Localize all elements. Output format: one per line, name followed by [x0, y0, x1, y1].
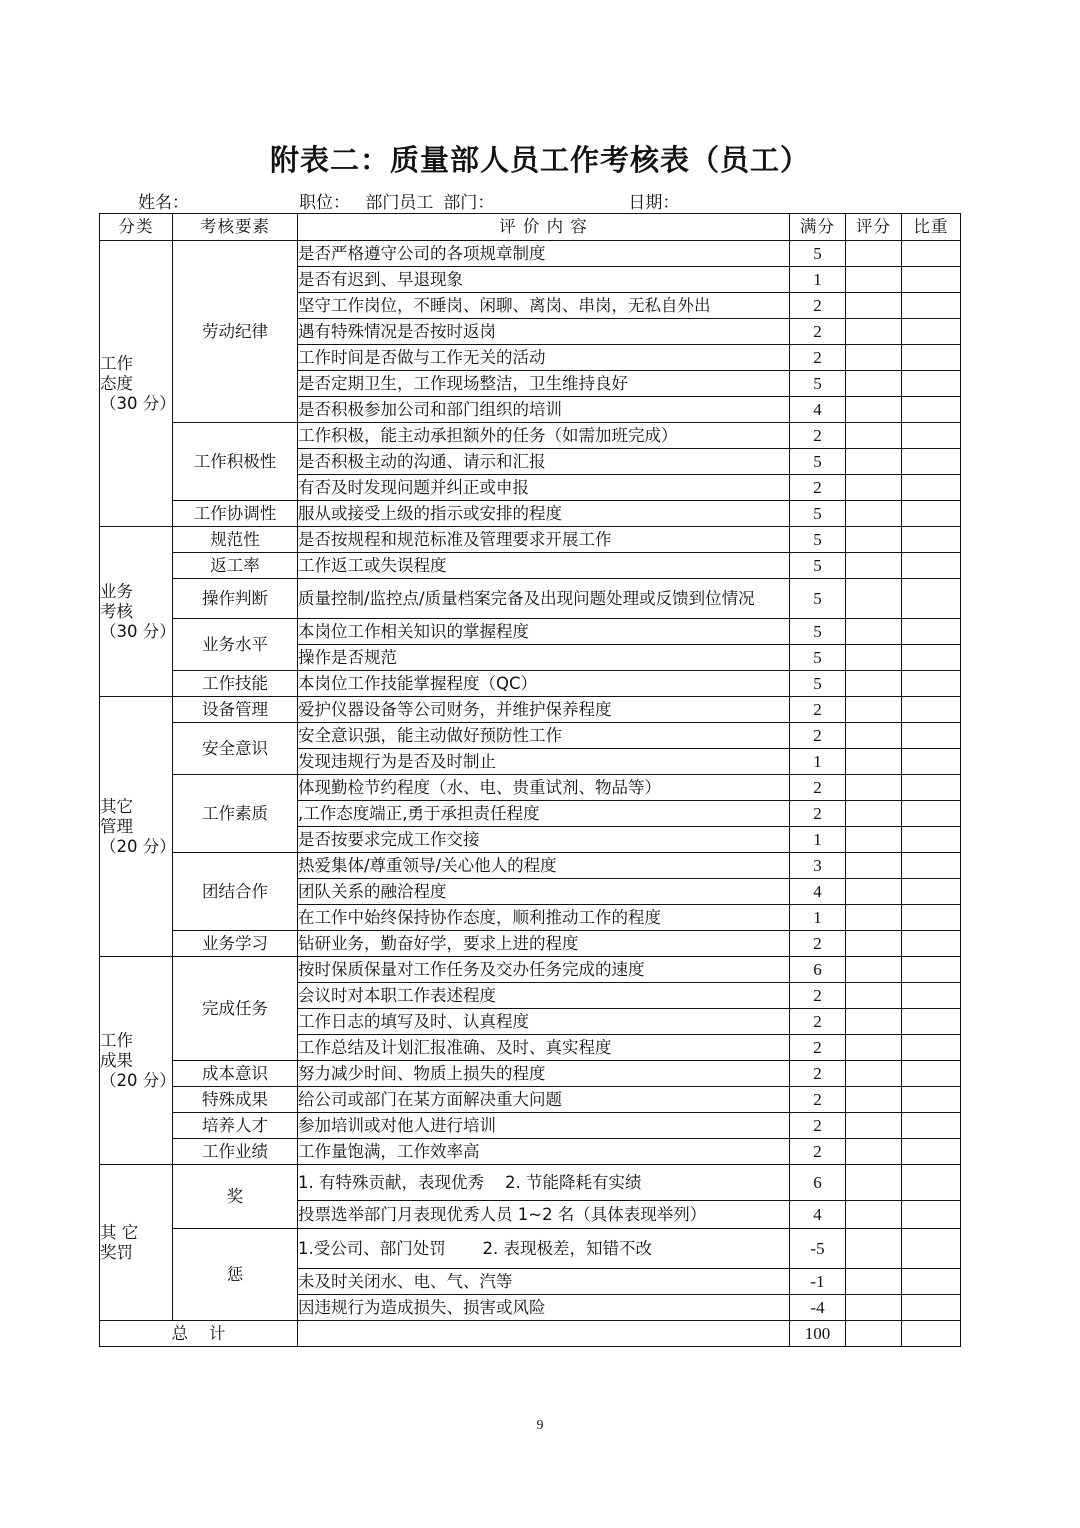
rating-cell[interactable]	[846, 853, 902, 879]
table-row	[100, 723, 961, 749]
score-cell: 2	[790, 1035, 846, 1061]
score-cell: 1	[790, 267, 846, 293]
weight-cell[interactable]	[902, 319, 961, 345]
element-cell: 工作积极性	[173, 423, 298, 501]
element-cell: 成本意识	[173, 1061, 298, 1087]
weight-cell[interactable]	[902, 1061, 961, 1087]
table-row	[100, 579, 961, 619]
content-cell: 因违规行为造成损失、损害或风险	[298, 1295, 790, 1321]
element-cell: 工作技能	[173, 671, 298, 697]
weight-cell[interactable]	[902, 619, 961, 645]
weight-cell[interactable]	[902, 1035, 961, 1061]
element-cell: 完成任务	[173, 957, 298, 1061]
rating-cell[interactable]	[846, 1061, 902, 1087]
content-cell: 是否积极主动的沟通、请示和汇报	[298, 449, 790, 475]
total-content-cell	[298, 1321, 790, 1347]
rating-cell[interactable]	[846, 801, 902, 827]
weight-cell[interactable]	[902, 423, 961, 449]
rating-cell[interactable]	[846, 579, 902, 619]
total-score: 100	[790, 1321, 846, 1347]
weight-cell[interactable]	[902, 1201, 961, 1229]
rating-cell[interactable]	[846, 423, 902, 449]
element-cell: 团结合作	[173, 853, 298, 931]
element-cell: 特殊成果	[173, 1087, 298, 1113]
content-cell: 工作总结及计划汇报准确、及时、真实程度	[298, 1035, 790, 1061]
weight-cell[interactable]	[902, 1165, 961, 1201]
page-title: 附表二：质量部人员工作考核表（员工）	[269, 143, 810, 177]
content-cell: 钻研业务，勤奋好学，要求上进的程度	[298, 931, 790, 957]
weight-cell[interactable]	[902, 827, 961, 853]
table-row	[100, 1087, 961, 1113]
content-cell: 工作量饱满，工作效率高	[298, 1139, 790, 1165]
weight-cell[interactable]	[902, 397, 961, 423]
table-row	[100, 1229, 961, 1269]
info-line	[138, 188, 813, 214]
header-content: 评 价 内 容	[298, 214, 790, 241]
content-cell: 工作时间是否做与工作无关的活动	[298, 345, 790, 371]
weight-cell[interactable]	[902, 1229, 961, 1269]
rating-cell[interactable]	[846, 645, 902, 671]
element-cell: 设备管理	[173, 697, 298, 723]
weight-cell[interactable]	[902, 553, 961, 579]
header-weight: 比重	[902, 214, 961, 241]
score-cell: 5	[790, 501, 846, 527]
score-cell: 5	[790, 619, 846, 645]
rating-cell[interactable]	[846, 371, 902, 397]
content-cell: 爱护仪器设备等公司财务，并维护保养程度	[298, 697, 790, 723]
header-element: 考核要素	[173, 214, 298, 241]
weight-cell[interactable]	[902, 449, 961, 475]
score-cell: 6	[790, 1165, 846, 1201]
weight-cell[interactable]	[902, 1139, 961, 1165]
score-cell: 2	[790, 345, 846, 371]
table-row	[100, 553, 961, 579]
table-row	[100, 1113, 961, 1139]
table-row	[100, 501, 961, 527]
score-cell: 5	[790, 449, 846, 475]
table-row	[100, 1061, 961, 1087]
content-cell: 未及时关闭水、电、气、汽等	[298, 1269, 790, 1295]
assessment-table	[99, 213, 961, 1347]
score-cell: 4	[790, 397, 846, 423]
content-cell: 工作日志的填写及时、认真程度	[298, 1009, 790, 1035]
rating-cell[interactable]	[846, 749, 902, 775]
weight-cell[interactable]	[902, 371, 961, 397]
rating-cell[interactable]	[846, 619, 902, 645]
rating-cell[interactable]	[846, 475, 902, 501]
rating-cell[interactable]	[846, 1035, 902, 1061]
score-cell: 2	[790, 697, 846, 723]
weight-cell[interactable]	[902, 1269, 961, 1295]
score-cell: 2	[790, 723, 846, 749]
category-cell: 其 它 奖罚	[100, 1165, 173, 1321]
rating-cell[interactable]	[846, 723, 902, 749]
weight-cell[interactable]	[902, 723, 961, 749]
rating-cell[interactable]	[846, 293, 902, 319]
content-cell: 是否按要求完成工作交接	[298, 827, 790, 853]
rating-cell[interactable]	[846, 267, 902, 293]
rating-cell[interactable]	[846, 827, 902, 853]
category-cell: 业务 考核 （30 分）	[100, 527, 173, 697]
date-blank	[679, 193, 813, 214]
content-cell: 努力减少时间、物质上损失的程度	[298, 1061, 790, 1087]
weight-cell[interactable]	[902, 345, 961, 371]
element-cell: 操作判断	[173, 579, 298, 619]
rating-cell[interactable]	[846, 1009, 902, 1035]
weight-cell[interactable]	[902, 931, 961, 957]
rating-cell[interactable]	[846, 1269, 902, 1295]
total-label: 总 计	[100, 1321, 298, 1347]
rating-cell[interactable]	[846, 1139, 902, 1165]
content-cell: 是否严格遵守公司的各项规章制度	[298, 241, 790, 267]
weight-cell[interactable]	[902, 501, 961, 527]
department-blank	[494, 193, 606, 214]
content-cell: ,工作态度端正,勇于承担责任程度	[298, 801, 790, 827]
rating-cell[interactable]	[846, 345, 902, 371]
content-cell: 是否积极参加公司和部门组织的培训	[298, 397, 790, 423]
weight-cell[interactable]	[902, 1087, 961, 1113]
content-cell: 是否有迟到、早退现象	[298, 267, 790, 293]
element-cell: 业务学习	[173, 931, 298, 957]
total-weight-cell[interactable]	[902, 1321, 961, 1347]
weight-cell[interactable]	[902, 267, 961, 293]
table-row	[100, 853, 961, 879]
table-row	[100, 671, 961, 697]
rating-cell[interactable]	[846, 671, 902, 697]
name-label: 姓名：	[138, 193, 189, 213]
rating-cell[interactable]	[846, 905, 902, 931]
score-cell: 5	[790, 645, 846, 671]
table-row	[100, 957, 961, 983]
score-cell: 2	[790, 931, 846, 957]
rating-cell[interactable]	[846, 397, 902, 423]
rating-cell[interactable]	[846, 1295, 902, 1321]
rating-cell[interactable]	[846, 775, 902, 801]
rating-cell[interactable]	[846, 697, 902, 723]
rating-cell[interactable]	[846, 931, 902, 957]
rating-cell[interactable]	[846, 1229, 902, 1269]
content-cell: 1. 有特殊贡献，表现优秀 2. 节能降耗有实绩	[298, 1165, 790, 1201]
score-cell: 4	[790, 879, 846, 905]
score-cell: 5	[790, 553, 846, 579]
score-cell: 4	[790, 1201, 846, 1229]
content-cell: 团队关系的融洽程度	[298, 879, 790, 905]
score-cell: 1	[790, 827, 846, 853]
content-cell: 按时保质保量对工作任务及交办任务完成的速度	[298, 957, 790, 983]
content-cell: 给公司或部门在某方面解决重大问题	[298, 1087, 790, 1113]
element-cell: 业务水平	[173, 619, 298, 671]
table-row	[100, 241, 961, 267]
content-cell: 质量控制/监控点/质量档案完备及出现问题处理或反馈到位情况	[298, 579, 790, 619]
content-cell: 工作积极，能主动承担额外的任务（如需加班完成）	[298, 423, 790, 449]
element-cell: 规范性	[173, 527, 298, 553]
rating-cell[interactable]	[846, 553, 902, 579]
content-cell: 体现勤检节约程度（水、电、贵重试剂、物品等）	[298, 775, 790, 801]
weight-cell[interactable]	[902, 293, 961, 319]
score-cell: 2	[790, 423, 846, 449]
score-cell: 2	[790, 801, 846, 827]
weight-cell[interactable]	[902, 1113, 961, 1139]
score-cell: 5	[790, 371, 846, 397]
header-row	[100, 214, 961, 241]
content-cell: 有否及时发现问题并纠正或申报	[298, 475, 790, 501]
score-cell: 2	[790, 1113, 846, 1139]
element-cell: 安全意识	[173, 723, 298, 775]
header-category: 分类	[100, 214, 173, 241]
score-cell: -5	[790, 1229, 846, 1269]
content-cell: 本岗位工作技能掌握程度（QC）	[298, 671, 790, 697]
content-cell: 遇有特殊情况是否按时返岗	[298, 319, 790, 345]
weight-cell[interactable]	[902, 241, 961, 267]
weight-cell[interactable]	[902, 879, 961, 905]
rating-cell[interactable]	[846, 527, 902, 553]
name-blank	[189, 193, 299, 214]
rating-cell[interactable]	[846, 879, 902, 905]
table-row	[100, 527, 961, 553]
score-cell: 2	[790, 1061, 846, 1087]
rating-cell[interactable]	[846, 983, 902, 1009]
score-cell: 5	[790, 671, 846, 697]
department-label: 部门：	[443, 193, 495, 213]
element-cell: 劳动纪律	[173, 241, 298, 423]
score-cell: 1	[790, 905, 846, 931]
rating-cell[interactable]	[846, 1201, 902, 1229]
category-cell: 工作 成果 （20 分）	[100, 957, 173, 1165]
weight-cell[interactable]	[902, 671, 961, 697]
weight-cell[interactable]	[902, 749, 961, 775]
rating-cell[interactable]	[846, 1087, 902, 1113]
element-cell: 惩	[173, 1229, 298, 1321]
header-full-score: 满分	[790, 214, 846, 241]
rating-cell[interactable]	[846, 1165, 902, 1201]
weight-cell[interactable]	[902, 905, 961, 931]
score-cell: 2	[790, 475, 846, 501]
weight-cell[interactable]	[902, 697, 961, 723]
content-cell: 操作是否规范	[298, 645, 790, 671]
weight-cell[interactable]	[902, 645, 961, 671]
table-row	[100, 1139, 961, 1165]
table-row	[100, 423, 961, 449]
element-cell: 返工率	[173, 553, 298, 579]
weight-cell[interactable]	[902, 983, 961, 1009]
element-cell: 培养人才	[173, 1113, 298, 1139]
weight-cell[interactable]	[902, 1295, 961, 1321]
score-cell: 5	[790, 241, 846, 267]
score-cell: 1	[790, 749, 846, 775]
weight-cell[interactable]	[902, 1009, 961, 1035]
content-cell: 参加培训或对他人进行培训	[298, 1113, 790, 1139]
content-cell: 发现违规行为是否及时制止	[298, 749, 790, 775]
weight-cell[interactable]	[902, 957, 961, 983]
score-cell: 2	[790, 293, 846, 319]
table-row	[100, 775, 961, 801]
element-cell: 工作素质	[173, 775, 298, 853]
category-cell: 工作 态度 （30 分）	[100, 241, 173, 527]
content-cell: 1.受公司、部门处罚 2. 表现极差，知错不改	[298, 1229, 790, 1269]
score-cell: 2	[790, 319, 846, 345]
header-rating: 评分	[846, 214, 902, 241]
score-cell: -4	[790, 1295, 846, 1321]
rating-cell[interactable]	[846, 1113, 902, 1139]
score-cell: 2	[790, 1009, 846, 1035]
content-cell: 是否定期卫生，工作现场整洁，卫生维持良好	[298, 371, 790, 397]
position-label: 职位：	[299, 193, 350, 213]
weight-cell[interactable]	[902, 475, 961, 501]
rating-cell[interactable]	[846, 241, 902, 267]
rating-cell[interactable]	[846, 319, 902, 345]
score-cell: 5	[790, 527, 846, 553]
score-cell: 3	[790, 853, 846, 879]
element-cell: 工作协调性	[173, 501, 298, 527]
score-cell: 5	[790, 579, 846, 619]
score-cell: 6	[790, 957, 846, 983]
weight-cell[interactable]	[902, 853, 961, 879]
score-cell: 2	[790, 775, 846, 801]
weight-cell[interactable]	[902, 775, 961, 801]
element-cell: 奖	[173, 1165, 298, 1229]
content-cell: 坚守工作岗位，不睡岗、闲聊、离岗、串岗，无私自外出	[298, 293, 790, 319]
content-cell: 工作返工或失误程度	[298, 553, 790, 579]
table-row	[100, 931, 961, 957]
content-cell: 是否按规程和规范标准及管理要求开展工作	[298, 527, 790, 553]
date-label: 日期：	[628, 193, 680, 213]
total-rating-cell[interactable]	[846, 1321, 902, 1347]
position-value: 部门员工	[355, 188, 443, 214]
rating-cell[interactable]	[846, 449, 902, 475]
total-row	[100, 1321, 961, 1347]
content-cell: 投票选举部门月表现优秀人员 1~2 名（具体表现举列）	[298, 1201, 790, 1229]
content-cell: 会议时对本职工作表述程度	[298, 983, 790, 1009]
category-cell: 其它 管理 （20 分）	[100, 697, 173, 957]
content-cell: 热爱集体/尊重领导/关心他人的程度	[298, 853, 790, 879]
rating-cell[interactable]	[846, 501, 902, 527]
weight-cell[interactable]	[902, 801, 961, 827]
content-cell: 在工作中始终保持协作态度，顺利推动工作的程度	[298, 905, 790, 931]
table-row	[100, 697, 961, 723]
score-cell: 2	[790, 983, 846, 1009]
score-cell: 2	[790, 1139, 846, 1165]
rating-cell[interactable]	[846, 957, 902, 983]
page-number: 9	[536, 1418, 544, 1433]
content-cell: 安全意识强，能主动做好预防性工作	[298, 723, 790, 749]
element-cell: 工作业绩	[173, 1139, 298, 1165]
table-row	[100, 1165, 961, 1201]
weight-cell[interactable]	[902, 527, 961, 553]
score-cell: -1	[790, 1269, 846, 1295]
content-cell: 服从或接受上级的指示或安排的程度	[298, 501, 790, 527]
content-cell: 本岗位工作相关知识的掌握程度	[298, 619, 790, 645]
table-row	[100, 619, 961, 645]
score-cell: 2	[790, 1087, 846, 1113]
weight-cell[interactable]	[902, 579, 961, 619]
